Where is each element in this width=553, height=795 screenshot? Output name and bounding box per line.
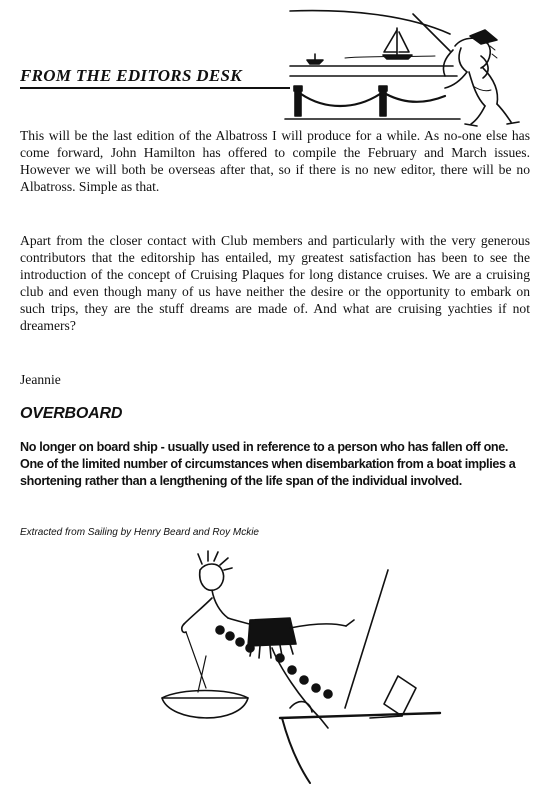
sailor-cartoon-illustration bbox=[285, 6, 525, 131]
editor-signoff: Jeannie bbox=[20, 372, 61, 387]
editors-paragraph-2: Apart from the closer contact with Club members and particularly with the very generous contributors that the editorship has entailed, my greatest satisfaction has been to see the introduction of the concept of Cruising Plaques for long distance cruises. We are a cruising club and even though many of us have neither the desire or the opportunity to embark on such trips, they are the stuff dreams are made of. And what are cruising yachties if not dreamers? bbox=[20, 233, 530, 333]
source-credit: Extracted from Sailing by Henry Beard and Roy Mckie bbox=[20, 527, 259, 538]
editors-paragraph-1: This will be the last edition of the Albatross I will produce for a while. As no-one else has come forward, John Hamilton has offered to compile the February and March issues. However we will both be overseas after that, so if there is no new editor, there will be no Albatross. Simple as that. bbox=[20, 128, 530, 194]
overboard-definition: No longer on board ship - usually used in reference to a person who has fallen off one. One of the limited number of circumstances when disembarkation from a boat implies a shortening rather than a lengthening of the life span of the individual involved. bbox=[20, 440, 516, 488]
overboard-heading: OVERBOARD bbox=[20, 405, 123, 422]
overboard-cartoon-illustration bbox=[140, 548, 460, 788]
editors-desk-title: FROM THE EDITORS DESK bbox=[20, 66, 290, 89]
